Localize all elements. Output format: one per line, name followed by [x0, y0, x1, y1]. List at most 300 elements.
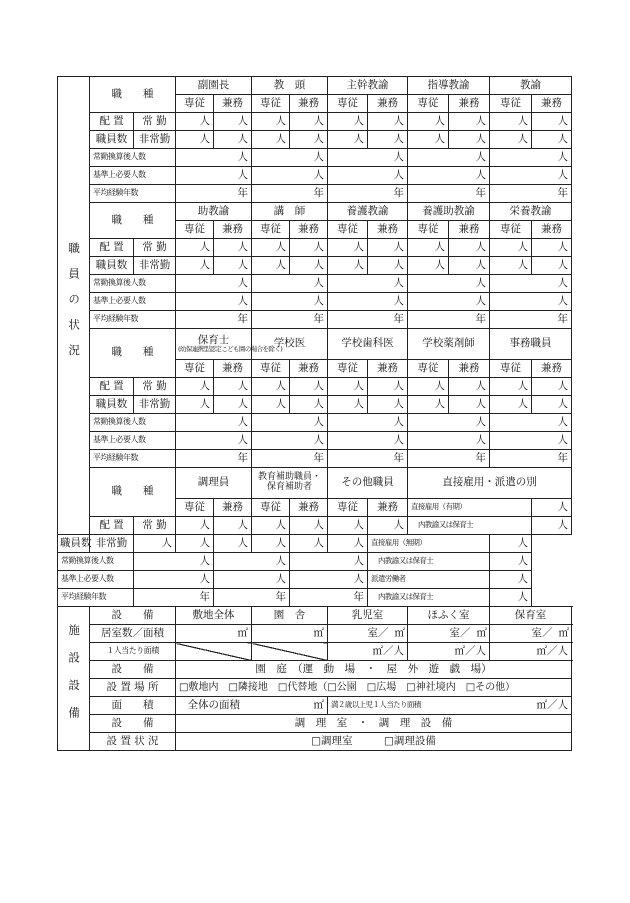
keiken-label: 平均経験年数 [58, 589, 134, 607]
count-field[interactable]: 人 [368, 131, 408, 149]
table-row [58, 293, 572, 311]
kenmu-label: 兼務 [290, 95, 328, 113]
haichi-label: 配 置 [90, 378, 134, 396]
count-field[interactable]: 人 [214, 257, 252, 275]
table-row [58, 733, 572, 751]
count-field[interactable]: 人 [449, 239, 490, 257]
shokuinsu-label: 職員数 [90, 257, 134, 275]
summary-field[interactable]: 年 [408, 450, 490, 468]
count-field[interactable]: 人 [176, 113, 214, 131]
table-row [58, 715, 572, 733]
summary-field[interactable]: 人 [490, 275, 572, 293]
hijokin-label: 非常勤 [90, 535, 134, 553]
count-field[interactable]: 人 [532, 396, 572, 414]
shokuinsu-label: 職員数 [90, 131, 134, 149]
count-field[interactable]: 人 [368, 257, 408, 275]
location-options[interactable]: □敷地内 □隣接地 □代替地（□公園 □広場 □神社境内 □その他） [176, 679, 572, 697]
count-field[interactable]: 人 [176, 239, 214, 257]
summary-field[interactable]: 年 [408, 311, 490, 329]
jokin-label: 常 勤 [134, 239, 176, 257]
count-field[interactable]: 人 [449, 378, 490, 396]
kenmu-label: 兼務 [449, 360, 490, 378]
count-field[interactable]: 人 [252, 113, 290, 131]
summary-field[interactable]: 年 [176, 185, 252, 203]
direct-row-label: 内教諭又は保育士 [408, 517, 532, 535]
table-row [58, 553, 572, 571]
direct-count-field[interactable]: 人 [490, 553, 532, 571]
summary-field[interactable]: 年 [328, 450, 408, 468]
summary-field[interactable]: 人 [290, 571, 368, 589]
count-field[interactable]: 人 [290, 378, 328, 396]
kenmu-label: 兼務 [449, 95, 490, 113]
count-field[interactable]: 人 [134, 535, 176, 553]
hijokin-label: 非常勤 [134, 396, 176, 414]
keiken-label: 平均経験年数 [90, 450, 176, 468]
kijun-label: 基準上必要人数 [90, 432, 176, 450]
summary-field[interactable]: 年 [252, 450, 328, 468]
room-area-field[interactable] [490, 625, 572, 643]
role-header: 講 師 [252, 203, 328, 221]
count-field[interactable]: 人 [490, 396, 532, 414]
senju-label: 専従 [176, 499, 214, 517]
role-header: 学校医 [252, 329, 328, 360]
table-row [58, 329, 572, 360]
count-field[interactable]: 人 [214, 517, 252, 535]
kenmu-label: 兼務 [368, 95, 408, 113]
count-field[interactable]: 人 [368, 113, 408, 131]
count-field[interactable]: 人 [252, 517, 290, 535]
count-field[interactable]: 人 [368, 517, 408, 535]
summary-field[interactable]: 人 [408, 167, 490, 185]
summary-field[interactable]: 人 [408, 293, 490, 311]
kenmu-label: 兼務 [214, 221, 252, 239]
table-row [58, 517, 572, 535]
count-field[interactable]: 人 [176, 378, 214, 396]
count-field[interactable]: 人 [490, 113, 532, 131]
senju-label: 専従 [490, 360, 532, 378]
kijun-label: 基準上必要人数 [90, 167, 176, 185]
count-field[interactable]: 人 [490, 131, 532, 149]
table-row [58, 311, 572, 329]
summary-field[interactable]: 人 [328, 432, 408, 450]
table-row [58, 697, 572, 715]
status-label: 設 置 状 況 [90, 733, 176, 751]
setsubi-label: 設 備 [90, 661, 176, 679]
hijokin-label: 非常勤 [134, 131, 176, 149]
summary-field[interactable]: 人 [328, 149, 408, 167]
count-field[interactable]: 人 [490, 378, 532, 396]
kansan-label: 常勤換算後人数 [90, 275, 176, 293]
summary-field[interactable]: 年 [214, 589, 290, 607]
table-row [58, 450, 572, 468]
senju-label: 専従 [252, 499, 290, 517]
summary-field[interactable]: 人 [214, 571, 290, 589]
summary-field[interactable]: 人 [408, 149, 490, 167]
summary-field[interactable]: 年 [408, 185, 490, 203]
area-label: 面 積 [90, 697, 176, 715]
table-row [58, 589, 572, 607]
role-header: 学校薬剤師 [408, 329, 490, 360]
location-label: 設 置 場 所 [90, 679, 176, 697]
per-person-field[interactable]: ㎡／人 [490, 643, 572, 661]
room-name: 敷地全体 [176, 607, 252, 625]
summary-field[interactable]: 年 [176, 311, 252, 329]
haichi-label: 配 置 [90, 239, 134, 257]
role-header [176, 329, 283, 360]
room-unit: 室／ [531, 626, 553, 639]
count-field[interactable]: 人 [368, 378, 408, 396]
summary-field[interactable]: 人 [490, 293, 572, 311]
role-header: 養護教諭 [328, 203, 408, 221]
role-note: (幼保連携型認定こども園の場合を除く) [178, 345, 283, 354]
count-field[interactable]: 人 [252, 257, 290, 275]
form-table [57, 76, 572, 751]
role-header: 助教諭 [176, 203, 252, 221]
count-field[interactable]: 人 [290, 257, 328, 275]
setsubi-label: 設 備 [90, 715, 176, 733]
direct-row-label: 内教諭又は保育士 [368, 553, 490, 571]
section-facility-label: 施設設備 [58, 607, 90, 751]
table-row [58, 535, 572, 553]
summary-field[interactable]: 人 [176, 432, 252, 450]
count-field[interactable]: 人 [176, 396, 214, 414]
senju-label: 専従 [408, 360, 449, 378]
over2-field[interactable]: ㎡／人 [490, 697, 572, 715]
summary-field[interactable]: 人 [176, 414, 252, 432]
direct-count-field[interactable]: 人 [490, 589, 532, 607]
summary-field[interactable]: 人 [176, 293, 252, 311]
kenmu-label: 兼務 [368, 499, 408, 517]
summary-field[interactable]: 年 [490, 311, 572, 329]
table-row [58, 149, 572, 167]
table-row [58, 167, 572, 185]
jokin-label: 常 勤 [134, 113, 176, 131]
count-field[interactable]: 人 [328, 517, 368, 535]
section-staff-label: 職員の状況 [58, 77, 90, 535]
direct-row-label: 派遣労働者 [368, 571, 490, 589]
count-field[interactable]: 人 [290, 396, 328, 414]
direct-header: 直接雇用・派遣の別 [408, 468, 572, 499]
table-row [58, 257, 572, 275]
senju-label: 専従 [490, 221, 532, 239]
kijun-label: 基準上必要人数 [58, 571, 134, 589]
room-name: 園 舎 [252, 607, 328, 625]
table-row [58, 607, 572, 625]
kijun-label: 基準上必要人数 [90, 293, 176, 311]
na-cell [176, 643, 252, 661]
table-row [58, 203, 572, 221]
count-field[interactable]: 人 [290, 113, 328, 131]
role-header: 主幹教諭 [328, 77, 408, 95]
senju-label: 専従 [252, 360, 290, 378]
count-field[interactable]: 人 [252, 131, 290, 149]
summary-field[interactable]: 年 [328, 185, 408, 203]
table-row [58, 113, 572, 131]
table-row [58, 239, 572, 257]
kenmu-label: 兼務 [214, 95, 252, 113]
table-row [58, 625, 572, 643]
keiken-label: 平均経験年数 [90, 185, 176, 203]
count-field[interactable]: 人 [176, 131, 214, 149]
table-row [58, 185, 572, 203]
count-field[interactable]: 人 [252, 396, 290, 414]
summary-field[interactable]: 人 [328, 293, 408, 311]
senju-label: 専従 [490, 95, 532, 113]
room-name: 保育室 [490, 607, 572, 625]
over2-label: 満２歳以上児１人当たり面積 [328, 697, 490, 715]
table-row [58, 131, 572, 149]
summary-field[interactable]: 年 [490, 450, 572, 468]
summary-field[interactable]: 人 [134, 571, 214, 589]
per-person-label: １人当たり面積 [90, 643, 176, 661]
hijokin-label: 非常勤 [134, 257, 176, 275]
total-area-field[interactable]: ㎡ [252, 697, 328, 715]
kenmu-label: 兼務 [532, 95, 572, 113]
count-field[interactable]: 人 [532, 378, 572, 396]
summary-field[interactable]: 人 [252, 275, 328, 293]
table-row [58, 679, 572, 697]
senju-label: 専従 [252, 95, 290, 113]
summary-field[interactable]: 人 [134, 553, 214, 571]
summary-field[interactable]: 人 [408, 275, 490, 293]
room-unit: 室／ [449, 626, 471, 639]
area-unit: ㎡ [558, 626, 569, 639]
table-row [58, 396, 572, 414]
room-name: 乳児室 [328, 607, 408, 625]
direct-count-field[interactable]: 人 [490, 571, 532, 589]
kenmu-label: 兼務 [532, 360, 572, 378]
kenmu-label: 兼務 [290, 499, 328, 517]
senju-label: 専従 [176, 221, 214, 239]
summary-field[interactable]: 年 [290, 589, 368, 607]
summary-field[interactable]: 人 [252, 293, 328, 311]
count-field[interactable]: 人 [176, 517, 214, 535]
count-field[interactable]: 人 [290, 517, 328, 535]
role-header: 養護助教諭 [408, 203, 490, 221]
summary-field[interactable]: 人 [408, 414, 490, 432]
count-field[interactable]: 人 [214, 239, 252, 257]
shokuinsu-label: 職員数 [90, 396, 134, 414]
summary-field[interactable]: 人 [252, 149, 328, 167]
role-header: 栄養教諭 [490, 203, 572, 221]
direct-row-label: 直接雇用（無期） [368, 535, 490, 553]
count-field[interactable]: 人 [408, 113, 449, 131]
summary-field[interactable]: 人 [328, 167, 408, 185]
count-field[interactable]: 人 [408, 257, 449, 275]
role-header: 副園長 [176, 77, 252, 95]
kitchen-options[interactable]: □調理室 □調理設備 [176, 733, 572, 751]
summary-field[interactable]: 年 [134, 589, 214, 607]
role-header: 学校歯科医 [328, 329, 408, 360]
direct-count-field[interactable]: 人 [532, 517, 572, 535]
senju-label: 専従 [328, 221, 368, 239]
jokin-label: 常 勤 [134, 378, 176, 396]
senju-label: 専従 [328, 499, 368, 517]
count-field[interactable]: 人 [328, 131, 368, 149]
count-field[interactable]: 人 [290, 535, 328, 553]
count-field[interactable]: 人 [408, 378, 449, 396]
count-field[interactable]: 人 [328, 535, 368, 553]
count-field[interactable]: 人 [532, 239, 572, 257]
kitchen-title: 調 理 室 ・ 調 理 設 備 [176, 715, 572, 733]
summary-field[interactable]: 年 [252, 311, 328, 329]
role-name: 教育補助職員・ [257, 472, 321, 483]
count-field[interactable]: 人 [449, 113, 490, 131]
area-unit: ㎡ [476, 626, 487, 639]
role-header: 指導教諭 [408, 77, 490, 95]
haichi-label: 配 置 [90, 517, 134, 535]
total-area-label: 全体の面積 [176, 697, 252, 715]
summary-field[interactable]: 人 [252, 432, 328, 450]
senju-label: 専従 [176, 95, 214, 113]
table-row [58, 468, 572, 499]
kenmu-label: 兼務 [290, 360, 328, 378]
count-field[interactable]: 人 [214, 396, 252, 414]
summary-field[interactable]: 人 [290, 553, 368, 571]
count-field[interactable]: 人 [368, 239, 408, 257]
count-field[interactable]: 人 [449, 131, 490, 149]
table-row [58, 77, 572, 95]
summary-field[interactable]: 人 [328, 414, 408, 432]
count-field[interactable]: 人 [408, 131, 449, 149]
senju-label: 専従 [252, 221, 290, 239]
count-field[interactable]: 人 [328, 257, 368, 275]
senju-label: 専従 [176, 360, 214, 378]
summary-field[interactable]: 年 [176, 450, 252, 468]
kenmu-label: 兼務 [532, 221, 572, 239]
keiken-label: 平均経験年数 [90, 311, 176, 329]
count-field[interactable]: 人 [368, 396, 408, 414]
count-field[interactable]: 人 [328, 378, 368, 396]
role-name: 保育補助者 [266, 482, 312, 492]
garden-title: 園 庭 （運 動 場 ・ 屋 外 遊 戯 場） [176, 661, 572, 679]
count-field[interactable]: 人 [290, 131, 328, 149]
kansan-label: 常勤換算後人数 [58, 553, 134, 571]
table-row [58, 643, 572, 661]
room-area-field[interactable] [408, 625, 490, 643]
summary-field[interactable]: 人 [408, 432, 490, 450]
count-field[interactable]: 人 [328, 239, 368, 257]
count-field[interactable]: 人 [290, 239, 328, 257]
summary-field[interactable]: 人 [252, 414, 328, 432]
jokin-label: 常 勤 [134, 517, 176, 535]
area-field[interactable]: ㎡ [252, 625, 328, 643]
summary-field[interactable]: 人 [490, 432, 572, 450]
table-row [58, 432, 572, 450]
count-field[interactable]: 人 [408, 239, 449, 257]
summary-field[interactable]: 人 [252, 167, 328, 185]
kenmu-label: 兼務 [214, 360, 252, 378]
table-row [58, 571, 572, 589]
summary-field[interactable]: 年 [328, 311, 408, 329]
summary-field[interactable]: 年 [490, 185, 572, 203]
summary-field[interactable]: 人 [490, 167, 572, 185]
role-header: 教諭 [490, 77, 572, 95]
haichi-label: 配 置 [90, 113, 134, 131]
count-field[interactable]: 人 [532, 257, 572, 275]
count-field[interactable]: 人 [176, 257, 214, 275]
direct-count-field[interactable]: 人 [490, 535, 532, 553]
count-field[interactable]: 人 [252, 378, 290, 396]
kenmu-label: 兼務 [214, 499, 252, 517]
count-field[interactable]: 人 [252, 239, 290, 257]
count-field[interactable]: 人 [214, 131, 252, 149]
summary-field[interactable]: 人 [490, 149, 572, 167]
count-field[interactable]: 人 [449, 257, 490, 275]
room-area-field[interactable] [328, 625, 408, 643]
count-field[interactable]: 人 [214, 378, 252, 396]
per-person-field[interactable]: ㎡／人 [408, 643, 490, 661]
kenmu-label: 兼務 [368, 360, 408, 378]
summary-field[interactable]: 人 [176, 167, 252, 185]
shokushu-label: 職 種 [90, 203, 176, 239]
count-field[interactable]: 人 [328, 113, 368, 131]
count-field[interactable]: 人 [214, 113, 252, 131]
role-header [252, 468, 328, 499]
summary-field[interactable]: 年 [252, 185, 328, 203]
role-header: 事務職員 [490, 329, 572, 360]
shokuinsu-label: 職員数 [58, 535, 90, 553]
area-field[interactable]: ㎡ [176, 625, 252, 643]
role-header: 調理員 [176, 468, 252, 499]
senju-label: 専従 [408, 95, 449, 113]
count-field[interactable]: 人 [176, 535, 214, 553]
shokushu-label: 職 種 [90, 329, 176, 378]
count-field[interactable]: 人 [490, 239, 532, 257]
summary-field[interactable]: 人 [328, 275, 408, 293]
senju-label: 専従 [328, 95, 368, 113]
role-header: その他職員 [328, 468, 408, 499]
direct-row-label: 内教諭又は保育士 [368, 589, 490, 607]
table-row [58, 378, 572, 396]
senju-label: 専従 [408, 221, 449, 239]
summary-field[interactable]: 人 [214, 553, 290, 571]
summary-field[interactable]: 人 [490, 414, 572, 432]
area-unit: ㎡ [394, 626, 405, 639]
kansan-label: 常勤換算後人数 [90, 414, 176, 432]
direct-count-field[interactable]: 人 [532, 499, 572, 517]
count-field[interactable]: 人 [490, 257, 532, 275]
kyoshitsu-label: 居室数／面積 [90, 625, 176, 643]
count-field[interactable]: 人 [408, 396, 449, 414]
role-name: 保育士 [197, 333, 230, 346]
summary-field[interactable]: 人 [176, 275, 252, 293]
summary-field[interactable]: 人 [176, 149, 252, 167]
count-field[interactable]: 人 [532, 113, 572, 131]
shokushu-label: 職 種 [90, 468, 176, 517]
count-field[interactable]: 人 [449, 396, 490, 414]
shokushu-label: 職 種 [90, 77, 176, 113]
na-cell [252, 643, 328, 661]
count-field[interactable]: 人 [214, 535, 252, 553]
table-row [58, 661, 572, 679]
staff-facility-form [57, 76, 571, 751]
kansan-label: 常勤換算後人数 [90, 149, 176, 167]
direct-row-label: 直接雇用（有期） [408, 499, 532, 517]
per-person-field[interactable]: ㎡／人 [328, 643, 408, 661]
room-unit: 室／ [367, 626, 389, 639]
count-field[interactable]: 人 [328, 396, 368, 414]
setsubi-label: 設 備 [90, 607, 176, 625]
table-row [58, 414, 572, 432]
kenmu-label: 兼務 [368, 221, 408, 239]
count-field[interactable]: 人 [532, 131, 572, 149]
table-row [58, 275, 572, 293]
role-header: 教 頭 [252, 77, 328, 95]
senju-label: 専従 [328, 360, 368, 378]
count-field[interactable]: 人 [252, 535, 290, 553]
kenmu-label: 兼務 [449, 221, 490, 239]
